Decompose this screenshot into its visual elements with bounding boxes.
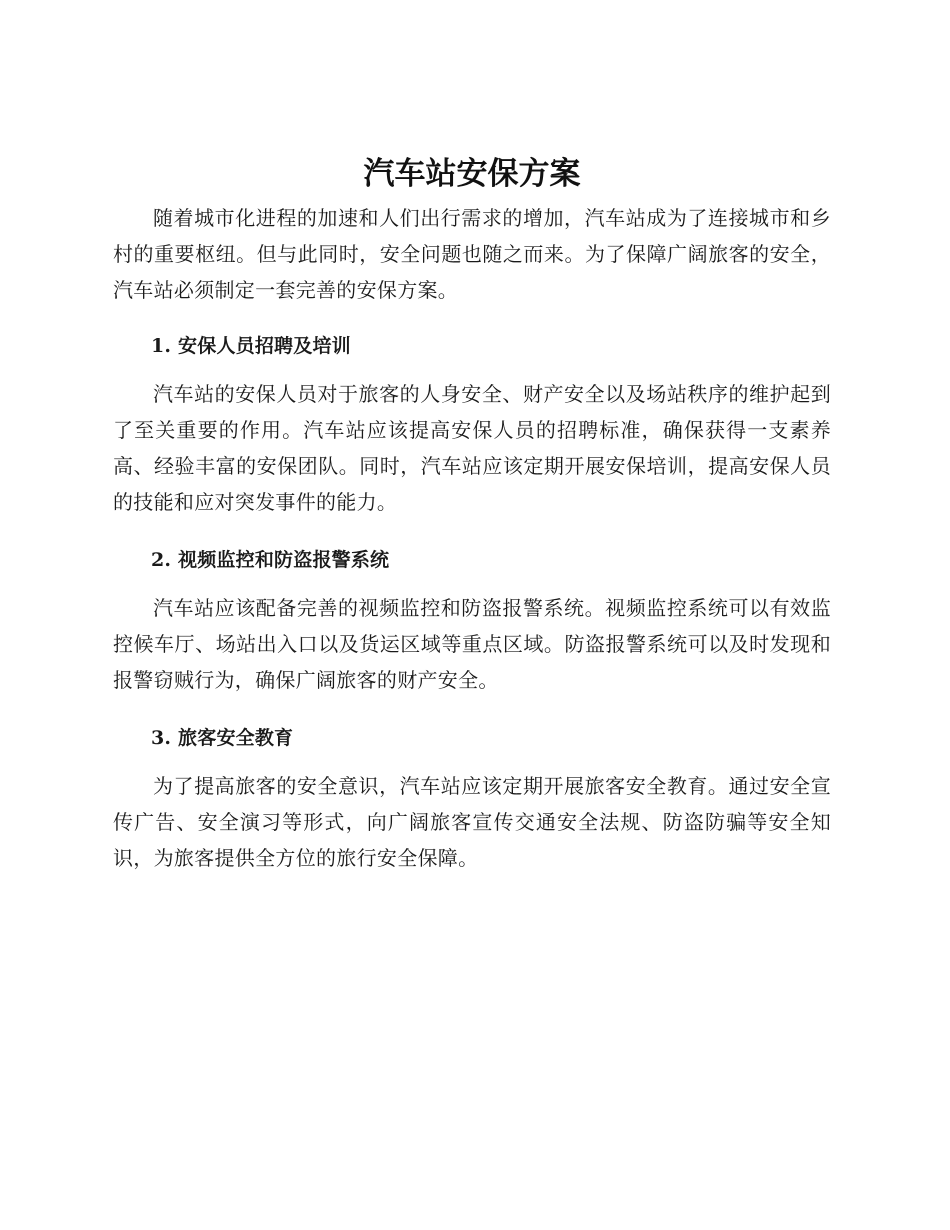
section-heading-3: 3. 旅客安全教育 bbox=[151, 727, 294, 749]
section-heading-2: 2. 视频监控和防盗报警系统 bbox=[151, 549, 390, 571]
section-body-3: 为了提高旅客的安全意识，汽车站应该定期开展旅客安全教育。通过安全宣传广告、安全演习等形式，向广阔旅客宣传交通安全法规、防盗防骗等安全知识，为旅客提供全方位的旅行安全保障。 bbox=[113, 774, 831, 870]
section-body-2: 汽车站应该配备完善的视频监控和防盗报警系统。视频监控系统可以有效监控候车厅、场站出入口以及货运区域等重点区域。防盗报警系统可以及时发现和报警窃贼行为，确保广阔旅客的财产安全。 bbox=[113, 596, 831, 692]
section-heading-1: 1. 安保人员招聘及培训 bbox=[151, 335, 351, 357]
section-body-1: 汽车站的安保人员对于旅客的人身安全、财产安全以及场站秩序的维护起到了至关重要的作用。汽车站应该提高安保人员的招聘标准，确保获得一支素养高、经验丰富的安保团队。同时，汽车站应该定期开展安保培训，提高安保人员的技能和应对突发事件的能力。 bbox=[113, 382, 831, 514]
intro-paragraph: 随着城市化进程的加速和人们出行需求的增加，汽车站成为了连接城市和乡村的重要枢纽。但与此同时，安全问题也随之而来。为了保障广阔旅客的安全，汽车站必须制定一套完善的安保方案。 bbox=[113, 206, 831, 302]
document-title: 汽车站安保方案 bbox=[363, 156, 581, 192]
document-page bbox=[113, 148, 831, 876]
